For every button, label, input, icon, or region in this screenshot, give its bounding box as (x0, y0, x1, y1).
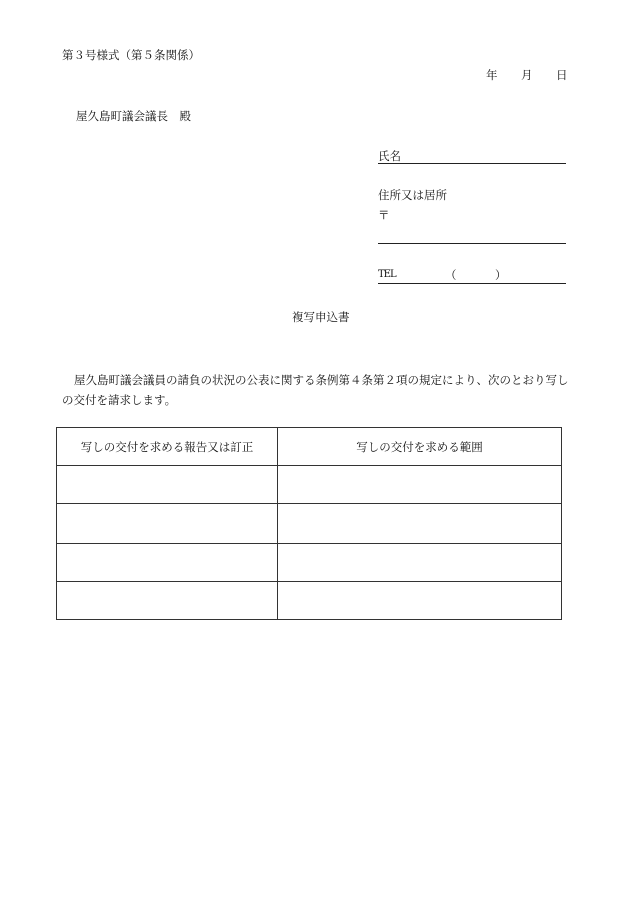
date-year: 年 (486, 68, 498, 82)
body-text: 屋久島町議会議員の請負の状況の公表に関する条例第４条第２項の規定により、次のとおり写しの交付を請求します。 (62, 373, 569, 407)
table-cell-range[interactable] (278, 466, 562, 504)
table-cell-report[interactable] (57, 466, 278, 504)
name-field[interactable] (378, 151, 566, 165)
tel-paren-close: ） (495, 268, 507, 282)
postal-mark: 〒 (378, 208, 390, 222)
form-number: 第３号様式（第５条関係） (62, 48, 200, 62)
tel-paren-open: （ (445, 268, 457, 282)
document-title: 複写申込書 (292, 310, 350, 324)
addressee: 屋久島町議会議長 殿 (76, 109, 191, 123)
table-cell-report[interactable] (57, 504, 278, 544)
header-copy-range: 写しの交付を求める範囲 (278, 428, 562, 466)
table-row (57, 544, 562, 582)
tel-label: TEL (378, 269, 396, 280)
address-underline (378, 243, 566, 244)
request-table (56, 427, 562, 620)
table-row (57, 466, 562, 504)
table-cell-range[interactable] (278, 582, 562, 620)
name-label: 氏名 (378, 149, 401, 163)
table-cell-report[interactable] (57, 582, 278, 620)
tel-underline (378, 283, 566, 284)
date-month: 月 (521, 68, 533, 82)
address-field[interactable] (378, 190, 566, 244)
table-cell-range[interactable] (278, 504, 562, 544)
name-underline (378, 163, 566, 164)
table-header-row (57, 428, 562, 466)
address-label: 住所又は居所 (378, 188, 447, 202)
header-report-or-correction: 写しの交付を求める報告又は訂正 (57, 428, 278, 466)
table-row (57, 582, 562, 620)
table-cell-range[interactable] (278, 544, 562, 582)
tel-field[interactable] (378, 270, 566, 284)
table-cell-report[interactable] (57, 544, 278, 582)
table-row (57, 504, 562, 544)
date-day: 日 (556, 68, 568, 82)
